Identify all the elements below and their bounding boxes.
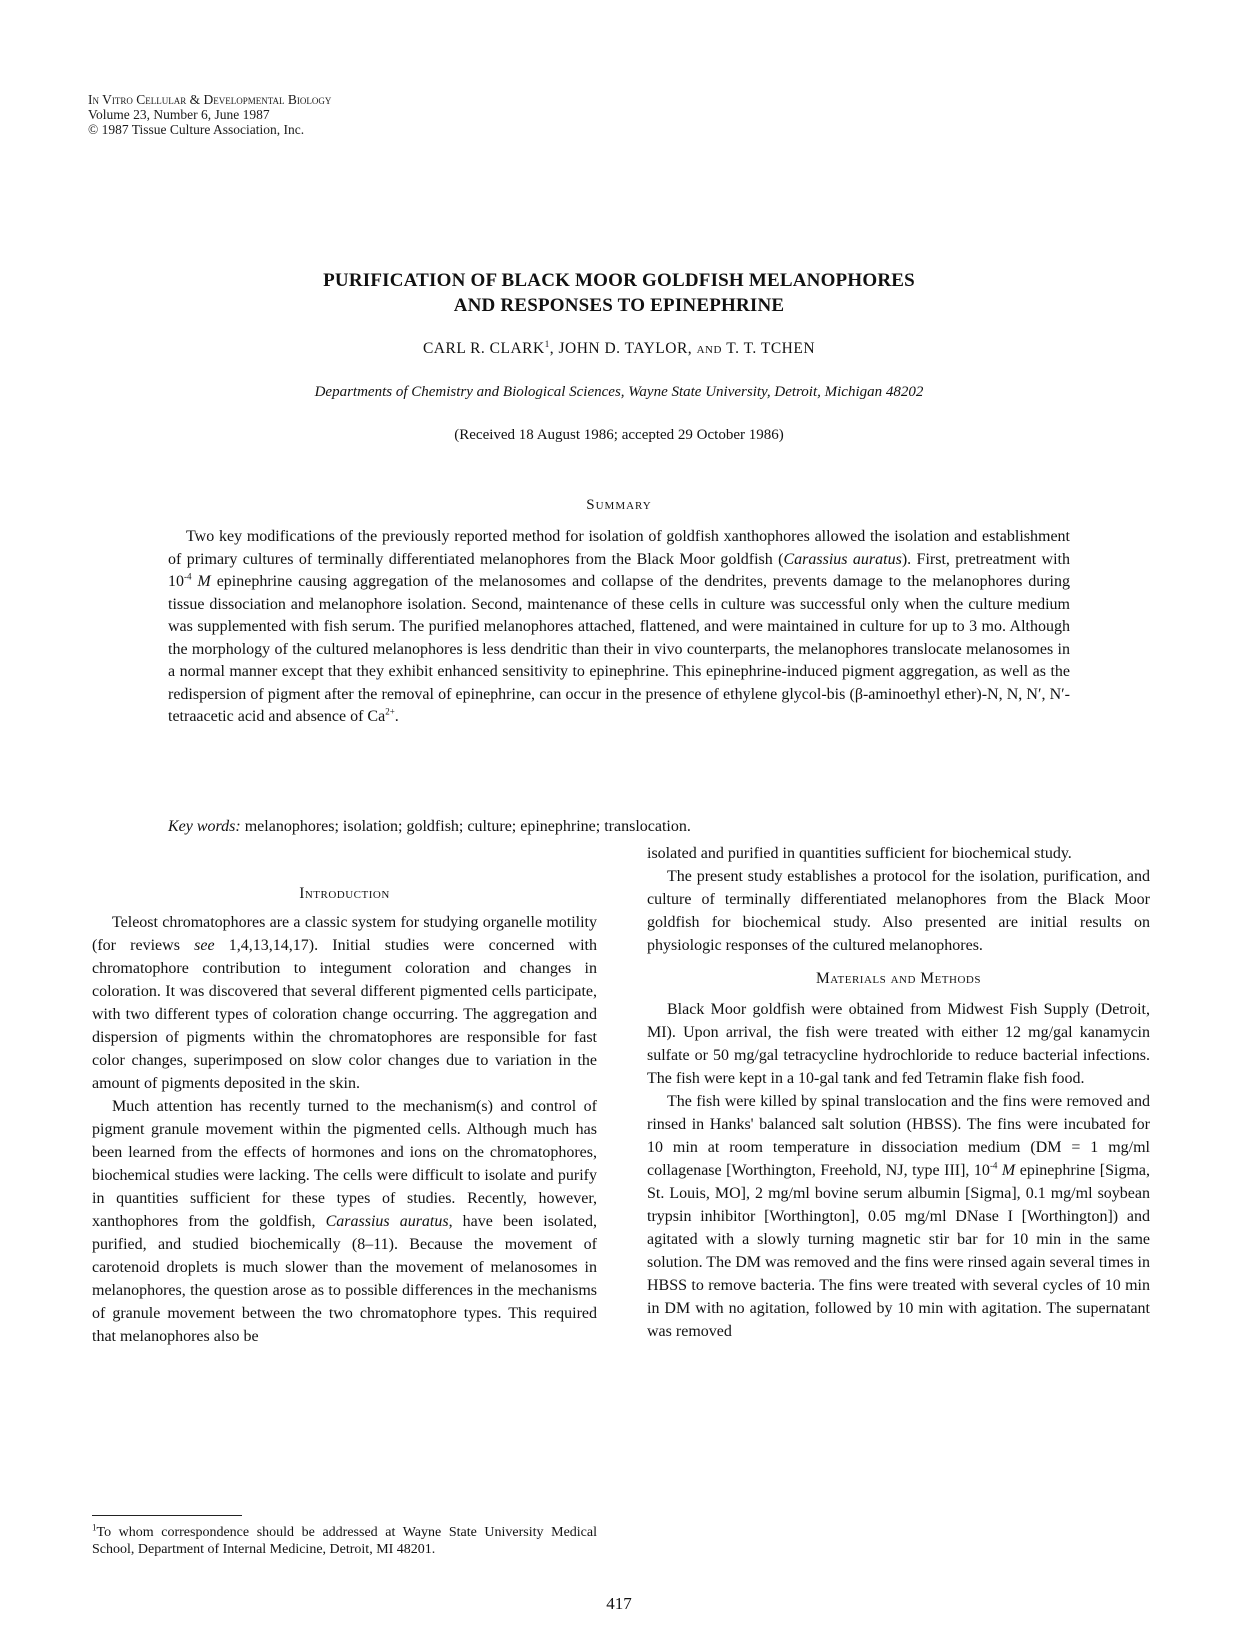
summary-abstract: [168, 526, 1070, 729]
summary-exponent: -4: [184, 571, 192, 582]
methods-exponent: -4: [989, 1160, 998, 1171]
summary-text-1: Two key modifications of the previously reported method for isolation of goldfish xanthophores allowed the isolation and establishment of primary cultures of terminally differentiated melanophores from the Black Moor goldfish (: [168, 528, 1070, 568]
footnote-mark: 1: [92, 1522, 97, 1533]
journal-header: [88, 92, 331, 137]
author-taylor: , JOHN D. TAYLOR,: [549, 340, 693, 357]
right-paragraph-1: isolated and purified in quantities sufficient for biochemical study.: [647, 845, 1072, 862]
methods-molar-unit: M: [997, 1162, 1016, 1179]
summary-calcium-charge: 2+: [385, 706, 395, 717]
affiliation: Departments of Chemistry and Biological Sciences, Wayne State University, Detroit, Michigan 48202: [314, 384, 924, 400]
intro-p1-text-a: Teleost chromatophores are a classic system for studying organelle motility (for reviews: [92, 914, 597, 954]
keywords-text: melanophores; isolation; goldfish; culture; epinephrine; translocation.: [240, 818, 691, 835]
journal-volume: Volume 23, Number 6, June 1987: [88, 107, 270, 122]
author-and: and: [692, 340, 727, 357]
title-line-1: PURIFICATION OF BLACK MOOR GOLDFISH MELANOPHORES: [323, 270, 915, 291]
author-list: [0, 340, 1238, 358]
intro-p1-text-b: 1,4,13,14,17). Initial studies were concerned with chromatophore contribution to integument coloration and changes in coloration. It was discovered that several different pigmented cells participate, with two different types of coloration change occurring. The aggregation and dispersion of pigments within the chromatophores are responsible for fast color changes, superimposed on slow color changes due to variation in the amount of pigments deposited in the skin.: [92, 937, 597, 1092]
author-tchen: T. T. TCHEN: [726, 340, 816, 357]
intro-paragraph-1: [92, 911, 597, 1095]
keywords: [168, 818, 1070, 836]
intro-p2-text-b: , have been isolated, purified, and studied biochemically (8–11). Because the movement of carotenoid droplets is much slower than the movement of melanosomes in melanophores, the question arose as to possible differences in the mechanisms of granule movement between the two chromatophore types. This required that melanophores also be: [92, 1213, 598, 1345]
methods-paragraph-1: Black Moor goldfish were obtained from Midwest Fish Supply (Detroit, MI). Upon arrival, the fish were treated with either 12 mg/gal kanamycin sulfate or 50 mg/gal tetracycline hydrochloride to reduce bacterial infections. The fish were kept in a 10-gal tank and fed Tetramin flake fish food.: [647, 1001, 1150, 1087]
methods-p2-text-a: The fish were killed by spinal translocation and the fins were removed and rinsed in Hanks' balanced salt solution (HBSS). The fins were incubated for 10 min at room temperature in dissociation medium (DM = 1 mg/ml collagenase [Worthington, Freehold, NJ, type III], 10: [647, 1093, 1150, 1179]
page-number: 417: [606, 1594, 632, 1613]
materials-methods-heading: Materials and Methods: [816, 970, 981, 987]
journal-name: In Vitro Cellular & Developmental Biology: [88, 92, 332, 107]
intro-paragraph-2: [92, 1095, 597, 1348]
methods-paragraph-2: [647, 1090, 1150, 1343]
footnote-text: To whom correspondence should be addressed at Wayne State University Medical School, Department of Internal Medicine, Detroit, MI 48201.: [92, 1525, 597, 1557]
received-dates: (Received 18 August 1986; accepted 29 October 1986): [454, 427, 784, 443]
right-column: [647, 845, 1151, 1343]
summary-molar-unit: M: [191, 573, 211, 590]
right-paragraph-2: The present study establishes a protocol for the isolation, purification, and culture of terminally differentiated melanophores from the Black Moor goldfish for biochemical study. Also presented are initial results on physiologic responses of the cultured melanophores.: [647, 868, 1150, 954]
intro-p1-see: see: [194, 937, 215, 954]
title-line-2: AND RESPONSES TO EPINEPHRINE: [453, 295, 785, 316]
summary-text-3: epinephrine causing aggregation of the melanosomes and collapse of the dendrites, prevents damage to the melanophores during tissue dissociation and melanophore isolation. Second, maintenance of these cells in culture was successful only when the culture medium was supplemented with fish serum. The purified melanophores attached, flattened, and were maintained in culture for up to 3 mo. Although the morphology of the cultured melanophores is less dendritic than their in vivo counterparts, the melanophores translocate melanosomes in a normal manner except that they exhibit enhanced sensitivity to epinephrine. This epinephrine-induced pigment aggregation, as well as the redispersion of pigment after the removal of epinephrine, can occur in the presence of ethylene glycol-bis (β-aminoethyl ether)-N, N, N′, N′-tetraacetic acid and absence of Ca: [168, 573, 1071, 725]
keywords-label: Key words:: [168, 818, 241, 835]
intro-p2-text-a: Much attention has recently turned to the mechanism(s) and control of pigment granule movement within the pigmented cells. Although much has been learned from the effects of hormones and ions on the chromatophores, biochemical studies were lacking. The cells were difficult to isolate and purify in quantities sufficient for these types of studies. Recently, however, xanthophores from the goldfish,: [92, 1098, 597, 1230]
footnote: [92, 1524, 597, 1558]
methods-p2-text-b: epinephrine [Sigma, St. Louis, MO], 2 mg/ml bovine serum albumin [Sigma], 0.1 mg/ml soybean trypsin inhibitor [Worthington], 0.05 mg/ml DNase I [Worthington]) and agitated with a slowly turning magnetic stir bar for 10 min in the same solution. The DM was removed and the fins were rinsed again several times in HBSS to remove bacteria. The fins were treated with several cycles of 10 min in DM with no agitation, followed by 10 min with agitation. The supernatant was removed: [647, 1162, 1151, 1340]
footnote-divider: [92, 1515, 242, 1516]
article-title: [0, 268, 1238, 318]
summary-heading: Summary: [586, 497, 652, 513]
introduction-heading: Introduction: [299, 885, 390, 902]
left-column: [92, 886, 597, 1348]
author-footnote-mark: 1: [544, 338, 550, 349]
summary-text-2: ). First, pretreatment with 10: [168, 550, 1071, 590]
journal-copyright: © 1987 Tissue Culture Association, Inc.: [88, 122, 305, 137]
summary-species: Carassius auratus: [783, 550, 902, 568]
author-clark: CARL R. CLARK: [422, 340, 545, 357]
summary-text-4: .: [394, 708, 399, 725]
intro-p2-species: Carassius auratus: [325, 1213, 449, 1230]
